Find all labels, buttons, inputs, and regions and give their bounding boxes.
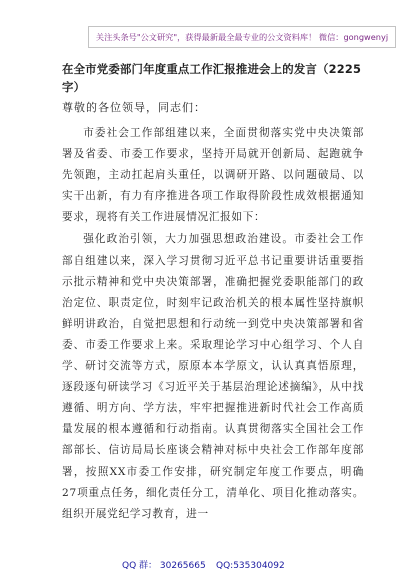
document-greeting: 尊敬的各位领导，同志们： <box>62 101 206 114</box>
header-banner: 关注头条号"公文研究"，获得最新最全最专业的公文资料库！ 微信：gongwenyj <box>88 26 396 48</box>
footer-qq-group: QQ 群： 30265665 <box>122 561 206 571</box>
document-title: 在全市党委部门年度重点工作汇报推进会上的发言（2225字） <box>62 62 362 94</box>
footer-qq-number: QQ:535304092 <box>216 561 285 571</box>
body-paragraph: 市委社会工作部组建以来，全面贯彻落实党中央决策部署及省委、市委工作要求，坚持开局就开创新局、起跑就争先领跑，主动扛起肩头重任，以调研开路、以问题破局、以实干出新，有力有序推进各项工作取得阶段性成效根据通知要求，现将有关工作进展情况汇报如下： <box>62 127 364 224</box>
footer-contact <box>0 558 408 574</box>
document-body <box>62 123 364 525</box>
body-paragraph: 强化政治引领，大力加强思想政治建设。市委社会工作部自组建以来，深入学习贯彻习近平总书记重要讲话重要指示批示精神和党中央决策部署，准确把握党委职能部门的政治定位、职责定位，时刻牢记政治机关的根本属性坚持旗帜鲜明讲政治，自觉把思想和行动统一到党中央决策部署和省委、市委工作要求上来。采取理论学习中心组学习、个人自学、研讨交流等方式，原原本本学原文，认认真真悟原理，逐段逐句研读学习《习近平关于基层治理论述摘编》，从中找遵循、明方向、学方法，牢牢把握推进新时代社会工作高质量发展的根本遵循和行动指南。认真贯彻落实全国社会工作部部长、信访局局长座谈会精神对标中央社会工作部年度部署，按照XX市委工作安排，研究制定年度工作要点，明确27项重点任务，细化责任分工，清单化、项目化推动落实。组织开展党纪学习教育，进一 <box>62 233 364 520</box>
